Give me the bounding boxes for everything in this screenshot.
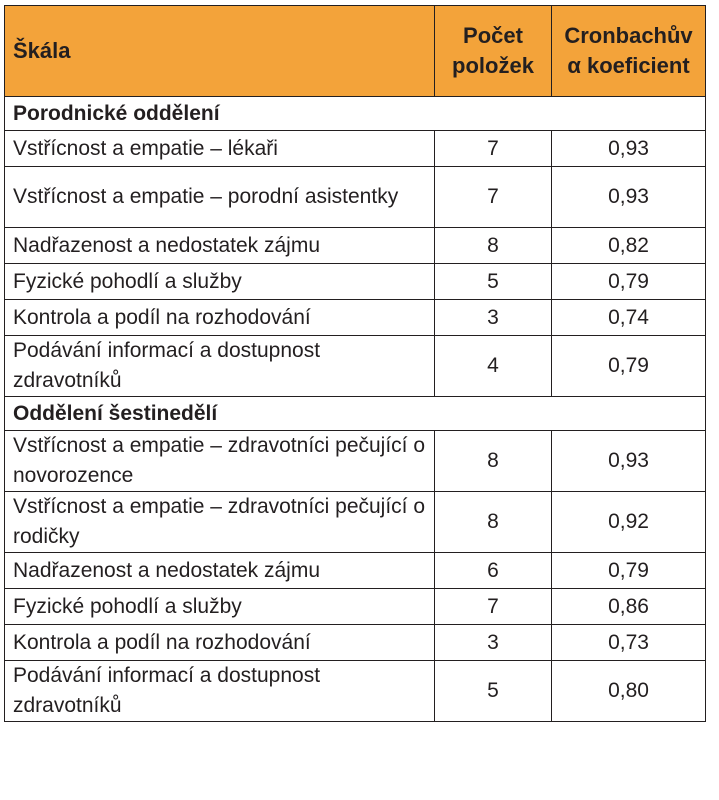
scale-name: Kontrola a podíl na rozhodování — [5, 625, 435, 661]
header-cronbach-alpha-line1: Cronbachův — [564, 23, 693, 48]
header-scale: Škála — [5, 6, 435, 97]
table-row — [5, 228, 706, 264]
alpha-value: 0,93 — [552, 167, 706, 228]
scale-name: Vstřícnost a empatie – zdravotníci pečující o rodičky — [5, 492, 435, 553]
header-cronbach-alpha — [552, 6, 706, 97]
reliability-table — [4, 5, 706, 722]
item-count: 8 — [435, 228, 552, 264]
header-cronbach-alpha-line2: α koeficient — [567, 53, 690, 78]
item-count: 3 — [435, 300, 552, 336]
item-count: 7 — [435, 167, 552, 228]
table-row — [5, 553, 706, 589]
alpha-value: 0,82 — [552, 228, 706, 264]
item-count: 8 — [435, 431, 552, 492]
table-row — [5, 131, 706, 167]
table-row — [5, 492, 706, 553]
scale-name: Vstřícnost a empatie – zdravotníci pečující o novorozence — [5, 431, 435, 492]
alpha-value: 0,79 — [552, 553, 706, 589]
scale-name: Nadřazenost a nedostatek zájmu — [5, 553, 435, 589]
section-row — [5, 97, 706, 131]
alpha-value: 0,79 — [552, 336, 706, 397]
scale-name: Vstřícnost a empatie – lékaři — [5, 131, 435, 167]
alpha-value: 0,93 — [552, 131, 706, 167]
item-count: 3 — [435, 625, 552, 661]
header-item-count — [435, 6, 552, 97]
item-count: 4 — [435, 336, 552, 397]
section-row — [5, 397, 706, 431]
table-row — [5, 336, 706, 397]
alpha-value: 0,93 — [552, 431, 706, 492]
header-item-count-line2: položek — [452, 53, 534, 78]
item-count: 7 — [435, 589, 552, 625]
table-row — [5, 167, 706, 228]
scale-name: Vstřícnost a empatie – porodní asistentky — [5, 167, 435, 228]
table-row — [5, 625, 706, 661]
scale-name: Fyzické pohodlí a služby — [5, 589, 435, 625]
table-row — [5, 589, 706, 625]
item-count: 7 — [435, 131, 552, 167]
header-item-count-line1: Počet — [463, 23, 523, 48]
scale-name: Fyzické pohodlí a služby — [5, 264, 435, 300]
scale-name: Nadřazenost a nedostatek zájmu — [5, 228, 435, 264]
table-row — [5, 300, 706, 336]
alpha-value: 0,79 — [552, 264, 706, 300]
item-count: 8 — [435, 492, 552, 553]
alpha-value: 0,74 — [552, 300, 706, 336]
alpha-value: 0,86 — [552, 589, 706, 625]
scale-name: Podávání informací a dostupnost zdravotníků — [5, 336, 435, 397]
item-count: 6 — [435, 553, 552, 589]
alpha-value: 0,80 — [552, 661, 706, 722]
table-row — [5, 661, 706, 722]
section-title: Oddělení šestinedělí — [5, 397, 706, 431]
section-title: Porodnické oddělení — [5, 97, 706, 131]
table-row — [5, 264, 706, 300]
alpha-value: 0,92 — [552, 492, 706, 553]
header-row — [5, 6, 706, 97]
table-row — [5, 431, 706, 492]
alpha-value: 0,73 — [552, 625, 706, 661]
scale-name: Kontrola a podíl na rozhodování — [5, 300, 435, 336]
scale-name: Podávání informací a dostupnost zdravotníků — [5, 661, 435, 722]
item-count: 5 — [435, 661, 552, 722]
item-count: 5 — [435, 264, 552, 300]
